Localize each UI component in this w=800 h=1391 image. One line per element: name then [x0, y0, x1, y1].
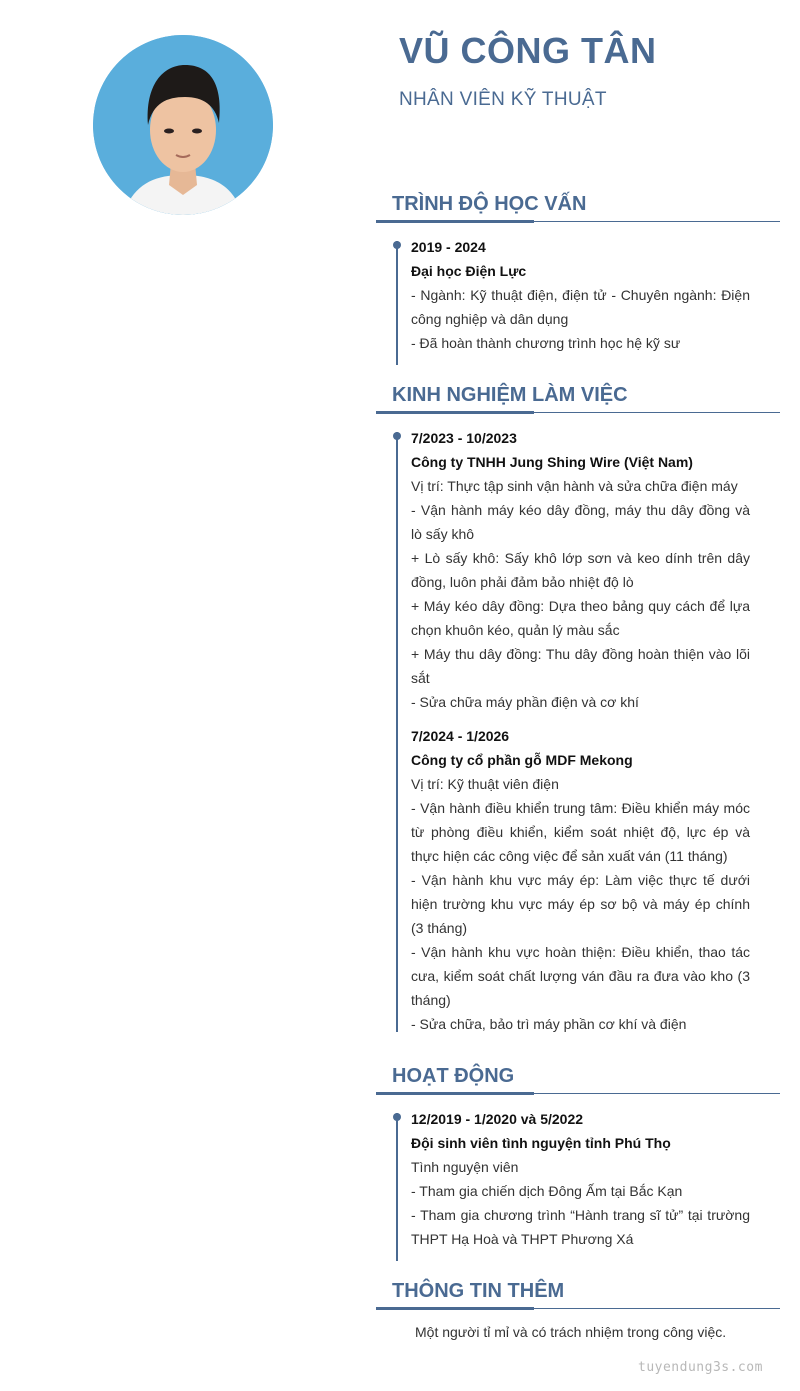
timeline-dot: [393, 432, 401, 440]
education-divider: [376, 221, 780, 222]
entry-line: - Tham gia chiến dịch Đông Ấm tại Bắc Kạn: [411, 1183, 683, 1199]
entry-line: - Vận hành điều khiển trung tâm: Điều khiển máy móc từ phòng điều khiển, kiểm soát nhiệt độ, lực ép và thực hiện các công việc để sản xuất ván (11 tháng): [411, 800, 750, 864]
timeline-dot: [393, 1113, 401, 1121]
entry-line: Vị trí: Thực tập sinh vận hành và sửa chữa điện máy: [411, 478, 738, 494]
profile-position: NHÂN VIÊN KỸ THUẬT: [399, 89, 607, 110]
entry-line: - Sửa chữa, bảo trì máy phần cơ khí và điện: [411, 1016, 687, 1032]
experience-entry: [411, 426, 750, 714]
entry-line: + Máy thu dây đồng: Thu dây đồng hoàn thiện vào lõi sắt: [411, 646, 750, 686]
experience-entries: [411, 426, 750, 1046]
watermark: tuyendung3s.com: [638, 1360, 763, 1375]
entry-line: - Ngành: Kỹ thuật điện, điện tử - Chuyên ngành: Điện công nghiệp và dân dụng: [411, 287, 750, 327]
activity-entry: [411, 1107, 750, 1251]
education-timeline: [396, 241, 398, 365]
entry-line: - Sửa chữa máy phần điện và cơ khí: [411, 694, 639, 710]
entry-line: - Vận hành khu vực hoàn thiện: Điều khiển, thao tác cưa, kiểm soát chất lượng ván đầu ra đưa vào kho (3 tháng): [411, 944, 750, 1008]
activities-title: HOẠT ĐỘNG: [392, 1065, 515, 1087]
education-entry: [411, 235, 750, 355]
entry-line: Tình nguyện viên: [411, 1159, 519, 1175]
entry-org: Đội sinh viên tình nguyện tỉnh Phú Thọ: [411, 1135, 671, 1151]
entry-date: 12/2019 - 1/2020 và 5/2022: [411, 1111, 584, 1127]
profile-name: VŨ CÔNG TÂN: [399, 30, 657, 71]
extra-title: THÔNG TIN THÊM: [392, 1280, 565, 1302]
entry-line: - Vận hành máy kéo dây đồng, máy thu dây đồng và lò sấy khô: [411, 502, 750, 542]
activities-timeline: [396, 1113, 398, 1261]
entry-org: Đại học Điện Lực: [411, 263, 527, 279]
education-title: TRÌNH ĐỘ HỌC VẤN: [392, 193, 587, 215]
entry-line: - Tham gia chương trình “Hành trang sĩ tử” tại trường THPT Hạ Hoà và THPT Phương Xá: [411, 1207, 750, 1247]
experience-title: KINH NGHIỆM LÀM VIỆC: [392, 384, 628, 406]
entry-date: 7/2024 - 1/2026: [411, 728, 510, 744]
entry-line: + Máy kéo dây đồng: Dựa theo bảng quy cách để lựa chọn khuôn kéo, quản lý màu sắc: [411, 598, 750, 638]
timeline-dot: [393, 241, 401, 249]
entry-org: Công ty TNHH Jung Shing Wire (Việt Nam): [411, 454, 693, 470]
activities-entries: [411, 1107, 750, 1261]
entry-line: - Đã hoàn thành chương trình học hệ kỹ sư: [411, 335, 681, 351]
activities-divider: [376, 1093, 780, 1094]
education-entries: [411, 235, 750, 365]
experience-divider: [376, 412, 780, 413]
entry-org: Công ty cổ phần gỗ MDF Mekong: [411, 752, 633, 768]
experience-timeline: [396, 432, 398, 1032]
entry-date: 7/2023 - 10/2023: [411, 430, 517, 446]
entry-date: 2019 - 2024: [411, 239, 486, 255]
entry-line: - Vận hành khu vực máy ép: Làm việc thực tế dưới hiện trường khu vực máy ép sơ bộ và máy ép chính (3 tháng): [411, 872, 750, 936]
entry-line: + Lò sấy khô: Sấy khô lớp sơn và keo dính trên dây đồng, luôn phải đảm bảo nhiệt độ lò: [411, 550, 750, 590]
person-photo-icon: [93, 35, 273, 215]
avatar: [93, 35, 273, 215]
entry-line: Vị trí: Kỹ thuật viên điện: [411, 776, 559, 792]
experience-entry: [411, 724, 750, 1036]
extra-divider: [376, 1308, 780, 1309]
extra-text: Một người tỉ mỉ và có trách nhiệm trong công việc.: [415, 1324, 727, 1340]
